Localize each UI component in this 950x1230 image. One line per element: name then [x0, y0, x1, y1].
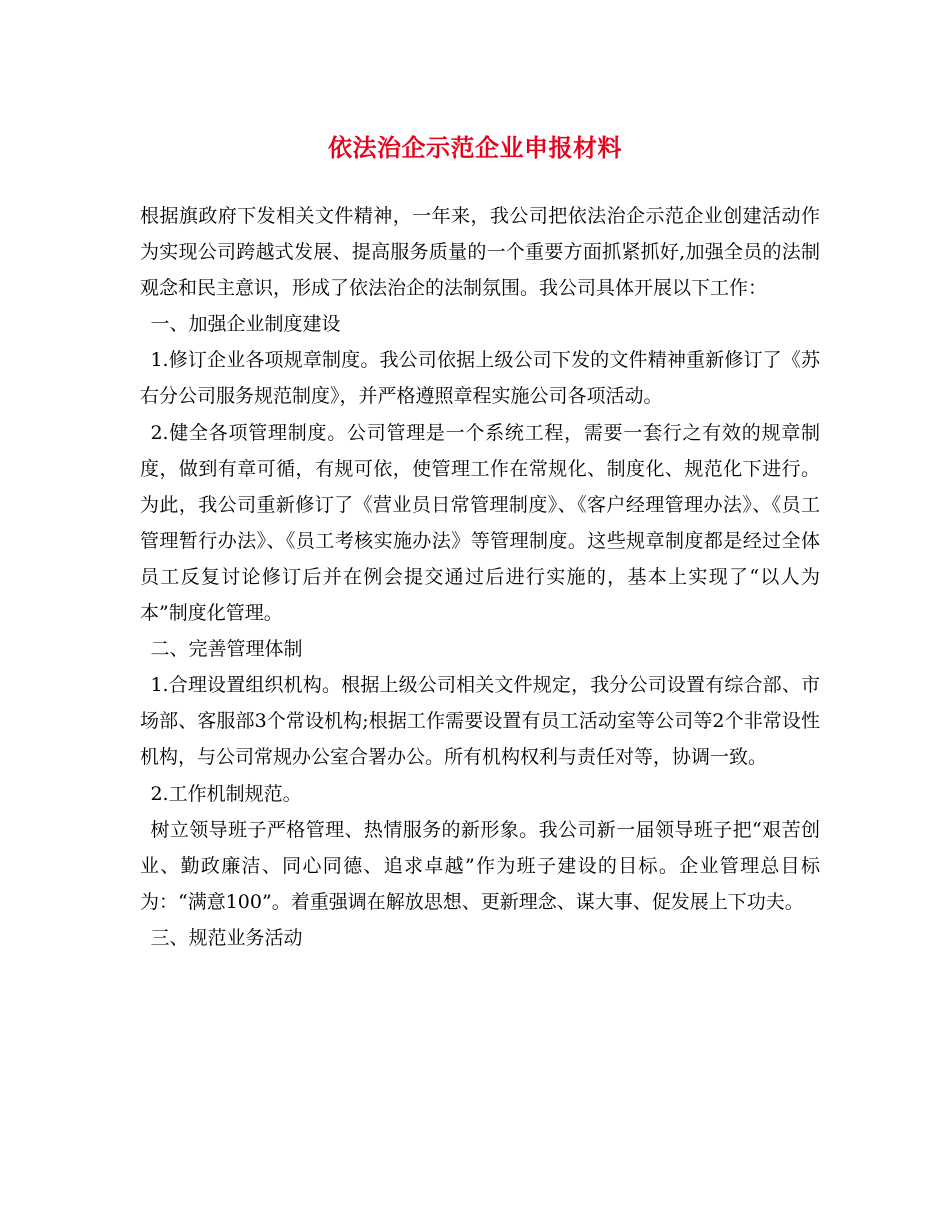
section-1-item-1: 1.修订企业各项规章制度。我公司依据上级公司下发的文件精神重新修订了《苏右分公司服务规范制度》，并严格遵照章程实施公司各项活动。: [140, 349, 820, 408]
document-title: 依法治企示范企业申报材料: [328, 133, 622, 162]
section-heading-1: 一、加强企业制度建设: [150, 313, 341, 336]
section-1-item-2: 2.健全各项管理制度。公司管理是一个系统工程，需要一套行之有效的规章制度，做到有章可循，有规可依，使管理工作在常规化、制度化、规范化下进行。为此，我公司重新修订了《营业员日常管理制度》、《客户经理管理办法》、《员工管理暂行办法》、《员工考核实施办法》等管理制度。这些规章制度都是经过全体员工反复讨论修订后并在例会提交通过后进行实施的，基本上实现了“以人为本”制度化管理。: [140, 421, 820, 625]
intro-paragraph: 根据旗政府下发相关文件精神，一年来，我公司把依法治企示范企业创建活动作为实现公司跨越式发展、提高服务质量的一个重要方面抓紧抓好,加强全员的法制观念和民主意识，形成了依法治企的法制氛围。我公司具体开展以下工作：: [140, 205, 820, 300]
section-2-item-2: 2.工作机制规范。: [150, 782, 302, 805]
section-heading-3: 三、规范业务活动: [150, 926, 303, 949]
section-2-item-1: 1.合理设置组织机构。根据上级公司相关文件规定，我分公司设置有综合部、市场部、客服部3个常设机构;根据工作需要设置有员工活动室等公司等2个非常设性机构，与公司常规办公室合署办公。所有机构权利与责任对等，协调一致。: [140, 674, 820, 769]
section-2-item-2-text: 树立领导班子严格管理、热情服务的新形象。我公司新一届领导班子把“艰苦创业、勤政廉洁、同心同德、追求卓越”作为班子建设的目标。企业管理总目标为：“满意100”。着重强调在解放思想、更新理念、谋大事、促发展上下功夫。: [140, 818, 820, 913]
section-heading-2: 二、完善管理体制: [150, 638, 303, 661]
document-body: [140, 198, 820, 956]
